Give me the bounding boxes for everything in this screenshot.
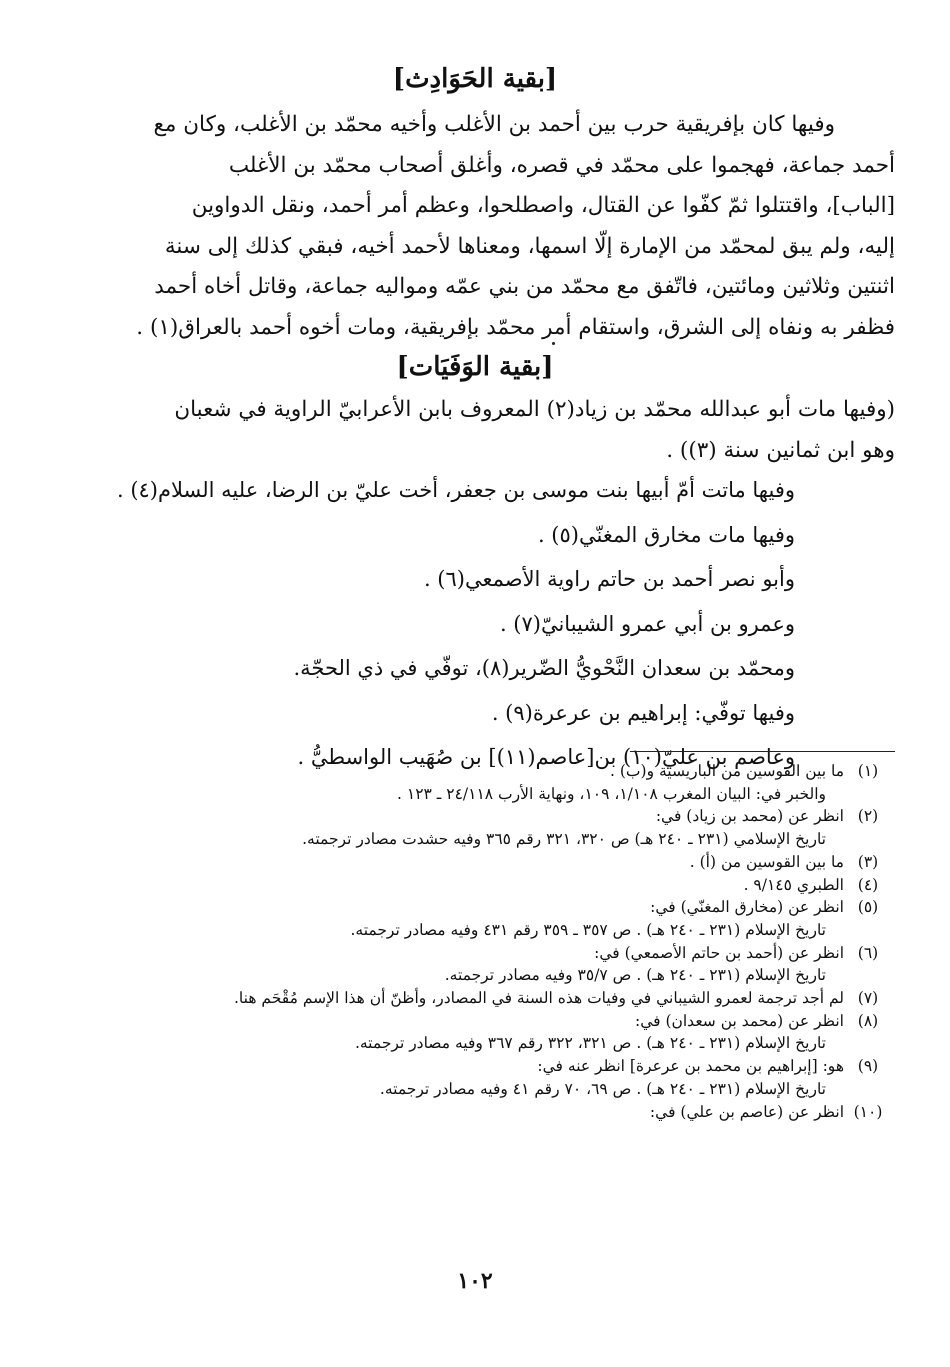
- footnote: [70, 1055, 892, 1100]
- footnote-number: (٣): [857, 852, 879, 871]
- footnote: [70, 942, 892, 987]
- footnote-line: والخبر في: البيان المغرب ١/١٠٨، ١٠٩، ونهاية الأرب ٢٤/١١٨ ـ ١٢٣ .: [397, 784, 826, 803]
- footnote-number: (١): [857, 762, 879, 780]
- footnote: [70, 805, 892, 850]
- footnote-line: تاريخ الإسلامي (٢٣١ ـ ٢٤٠ هـ) ص ٣٢٠، ٣٢١ رقم ٣٦٥ وفيه حشدت مصادر ترجمته.: [302, 830, 826, 849]
- footnote-separator: [630, 751, 895, 752]
- footnote: [70, 760, 892, 805]
- footnote-number: (٦): [857, 943, 879, 962]
- footnote-line: انظر عن (محمد بن سعدان) في:: [634, 1011, 844, 1030]
- text-line: [الباب]، واقتتلوا ثمّ كفّوا عن القتال، واصطلحوا، وعظم أمر أحمد، ونقل الدواوين: [191, 193, 895, 218]
- text-line: أحمد جماعة، فهجموا على محمّد في قصره، وأغلق أصحاب محمّد بن الأغلب: [228, 152, 895, 178]
- text-line: وفيها كان بإفريقية حرب بين أحمد بن الأغلب وأخيه محمّد بن الأغلب، وكان مع: [153, 112, 835, 137]
- death-entry: وعاصم بن عليّ(١٠) بن[عاصم(١١)] بن صُهَيب الواسطيُّ .: [297, 745, 795, 769]
- death-entries: [48, 468, 895, 780]
- footnote: [70, 1101, 892, 1124]
- footnote-line: انظر عن (محمد بن زياد) في:: [655, 807, 844, 826]
- footnote-number: (٩): [857, 1057, 879, 1076]
- footnote-line: انظر عن (أحمد بن حاتم الأصمعي) في:: [594, 943, 844, 962]
- footnote-number: (١٠): [853, 1102, 883, 1121]
- footnote-number: (٧): [857, 989, 879, 1008]
- footnote-line: ما بين القوسين من الباريسية و(ب) .: [610, 762, 844, 780]
- footnote-line: انظر عن (عاصم بن علي) في:: [649, 1102, 844, 1121]
- footnote: [70, 896, 892, 941]
- death-entry: وفيها ماتت أمّ أبيها بنت موسى بن جعفر، أخت عليّ بن الرضا، عليه السلام(٤) .: [116, 478, 795, 502]
- footnote: [70, 1010, 892, 1055]
- events-heading: [بقية الحَوَادِث]: [392, 64, 558, 94]
- death-entry: وفيها مات مخارق المغنّي(٥) .: [537, 522, 795, 547]
- footnote: [70, 851, 892, 874]
- death-entry: وأبو نصر أحمد بن حاتم راوية الأصمعي(٦) .: [423, 567, 795, 591]
- text-line: وهو ابن ثمانين سنة (٣)) .: [666, 437, 895, 463]
- footnote-number: (٥): [857, 898, 879, 917]
- text-line: إليه، ولم يبق لمحمّد من الإمارة إلّا اسمها، ومعناها لأحمد أخيه، فبقي كذلك إلى سنة: [164, 233, 895, 259]
- footnote: [70, 874, 892, 897]
- death-entry: وعمرو بن أبي عمرو الشيبانيّ(٧) .: [499, 611, 795, 636]
- deaths-heading: [بقية الوَفَيَات]: [396, 352, 554, 382]
- footnote-number: (٢): [857, 807, 879, 826]
- footnote: [70, 987, 892, 1010]
- footnote-line: لم أجد ترجمة لعمرو الشيباني في وفيات هذه السنة في المصادر، وأظنّ أن هذا الإسم مُقْحَم هنا.: [234, 989, 844, 1008]
- footnote-number: (٤): [857, 875, 879, 894]
- footnote-line: تاريخ الإسلام (٢٣١ ـ ٢٤٠ هـ) . ص ٣٥/٧ وفيه مصادر ترجمته.: [444, 966, 826, 985]
- events-paragraph: [48, 105, 895, 348]
- ink-dot: [552, 342, 555, 345]
- footnote-line: ما بين القوسين من (أ) .: [689, 852, 844, 871]
- text-line: فظفر به ونفاه إلى الشرق، واستقام أمر محمّد بإفريقية، ومات أخوه أحمد بالعراق(١) .: [136, 314, 895, 340]
- footnote-line: انظر عن (مخارق المغنّي) في:: [650, 898, 844, 917]
- footnote-line: تاريخ الإسلام (٢٣١ ـ ٢٤٠ هـ) . ص ٣٥٧ ـ ٣٥٩ رقم ٤٣١ وفيه مصادر ترجمته.: [350, 920, 826, 939]
- text-line: (وفيها مات أبو عبدالله محمّد بن زياد(٢) المعروف بابن الأعرابيّ الراوية في شعبان: [174, 397, 895, 422]
- footnotes: [70, 760, 892, 1123]
- footnote-line: الطبري ٩/١٤٥ .: [743, 875, 844, 894]
- footnote-line: تاريخ الإسلام (٢٣١ ـ ٢٤٠ هـ) . ص ٦٩، ٧٠ رقم ٤١ وفيه مصادر ترجمته.: [379, 1079, 826, 1098]
- footnote-line: تاريخ الإسلام (٢٣١ ـ ٢٤٠ هـ) . ص ٣٢١، ٣٢٢ رقم ٣٦٧ وفيه مصادر ترجمته.: [354, 1034, 826, 1053]
- death-entry: ومحمّد بن سعدان النَّحْويُّ الضّرير(٨)، توفّي في ذي الحجّة.: [293, 656, 795, 680]
- footnote-line: هو: [إبراهيم بن محمد بن عرعرة] انظر عنه في:: [537, 1057, 844, 1076]
- death-entry: وفيها توفّي: إبراهيم بن عرعرة(٩) .: [491, 700, 795, 725]
- deaths-paragraph: [48, 390, 895, 471]
- page-number: ١٠٢: [457, 1268, 493, 1294]
- footnote-number: (٨): [857, 1011, 879, 1030]
- text-line: اثنتين وثلاثين ومائتين، فاتّفق مع محمّد من بني عمّه ومواليه جماعة، وقاتل أخاه أحمد: [154, 274, 895, 299]
